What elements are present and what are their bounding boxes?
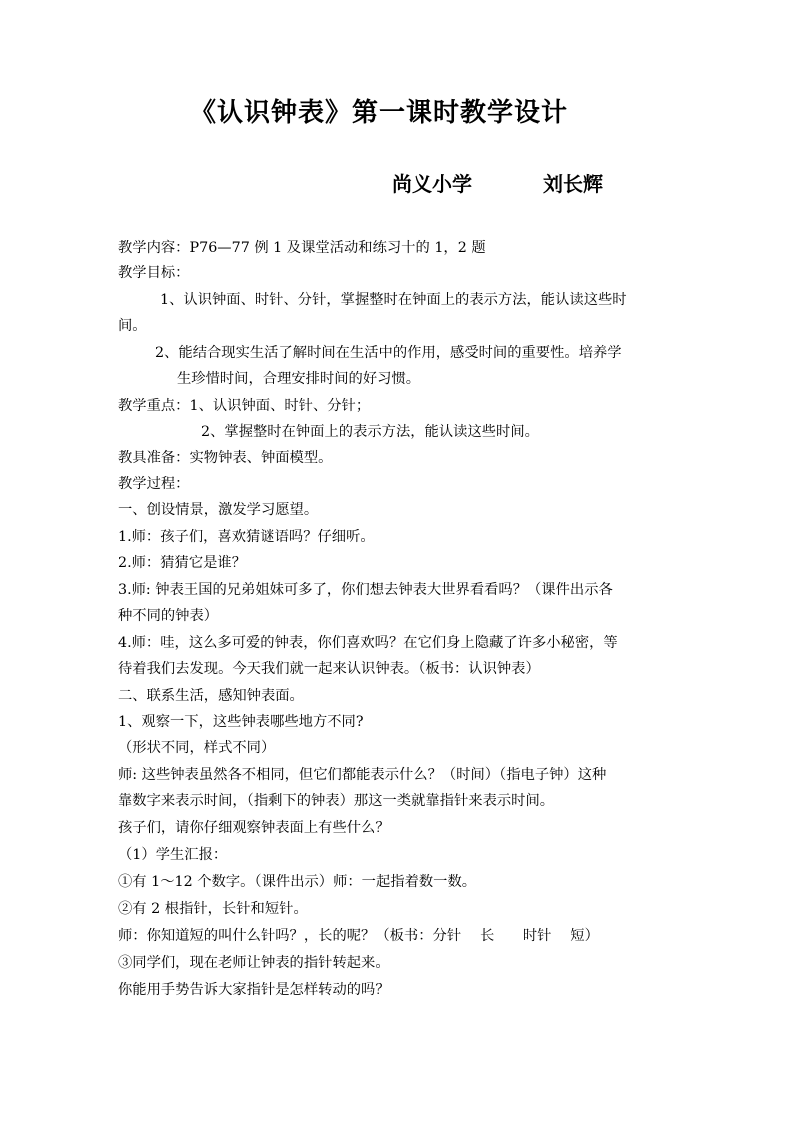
report-item-2: ②有 2 根指针，长针和短针。 bbox=[118, 901, 308, 917]
report-item-3: ③同学们，现在老师让钟表的指针转起来。 bbox=[118, 955, 390, 971]
teacher-question-hands: 师：你知道短的叫什么针吗？，长的呢？（板书：分针 长 时针 短） bbox=[118, 928, 599, 944]
goal-2-line-2: 生珍惜时间，合理安排时间的好习惯。 bbox=[177, 371, 421, 387]
question-1-answer: （形状不同，样式不同） bbox=[118, 740, 276, 756]
paragraph-1: 1.师：孩子们，喜欢猜谜语吗？仔细听。 bbox=[118, 529, 375, 545]
paragraph-4-line-2: 待着我们去发现。今天我们就一起来认识钟表。（板书：认识钟表） bbox=[118, 661, 540, 677]
section-1-heading: 一、创设情景，激发学习愿望。 bbox=[118, 502, 319, 518]
question-1: 1、观察一下，这些钟表哪些地方不同? bbox=[118, 714, 364, 730]
goal-1-line-2: 间。 bbox=[118, 318, 147, 334]
goals-label: 教学目标： bbox=[118, 265, 190, 281]
paragraph-3-line-1: 3.师: 钟表王国的兄弟姐妹可多了，你们想去钟表大世界看看吗？（课件出示各 bbox=[118, 582, 613, 598]
paragraph-2: 2.师：猜猜它是谁？ bbox=[118, 555, 247, 571]
document-title: 《认识钟表》第一课时教学设计 bbox=[190, 98, 569, 128]
teacher-line-2: 靠数字来表示时间，（指剩下的钟表）那这一类就靠指针来表示时间。 bbox=[118, 793, 555, 809]
report-item-1: ①有 1～12 个数字。（课件出示）师：一起指着数一数。 bbox=[118, 874, 477, 890]
key-point-2: 2、掌握整时在钟面上的表示方法，能认读这些时间。 bbox=[201, 424, 539, 440]
gesture-question: 你能用手势告诉大家指针是怎样转动的吗？ bbox=[118, 982, 390, 998]
author-name: 刘长辉 bbox=[543, 172, 603, 196]
section-2-heading: 二、联系生活，感知钟表面。 bbox=[118, 688, 304, 704]
teaching-content: 教学内容：P76—77 例 1 及课堂活动和练习十的 1，2 题 bbox=[118, 240, 486, 256]
key-point-1: 教学重点：1、认识钟面、时针、分针； bbox=[118, 398, 371, 414]
student-report-label: （1）学生汇报： bbox=[118, 847, 228, 863]
goal-1-line-1: 1、认识钟面、时针、分针，掌握整时在钟面上的表示方法，能认读这些时 bbox=[160, 292, 627, 308]
teacher-line-1: 师: 这些钟表虽然各不相同，但它们都能表示什么？（时间）（指电子钟）这种 bbox=[118, 767, 607, 783]
paragraph-3-line-2: 种不同的钟表） bbox=[118, 608, 219, 624]
school-name: 尚义小学 bbox=[392, 172, 472, 196]
paragraph-4-line-1: 4.师：哇，这么多可爱的钟表，你们喜欢吗？在它们身上隐藏了许多小秘密，等 bbox=[118, 635, 618, 651]
goal-2-line-1: 2、能结合现实生活了解时间在生活中的作用，感受时间的重要性。培养学 bbox=[155, 345, 622, 361]
process-label: 教学过程： bbox=[118, 476, 190, 492]
teaching-tools: 教具准备：实物钟表、钟面模型。 bbox=[118, 450, 333, 466]
teacher-question: 孩子们，请你仔细观察钟表面上有些什么？ bbox=[118, 820, 390, 836]
